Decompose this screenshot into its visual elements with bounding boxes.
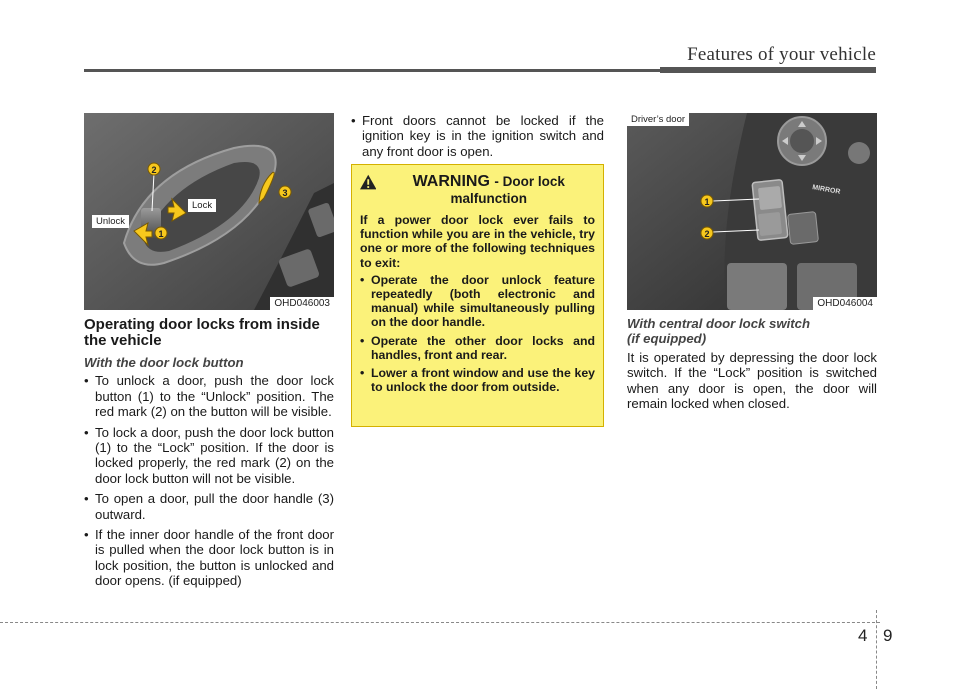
subtitle-door-lock-button: With the door lock button	[84, 355, 244, 370]
warning-triangle-icon	[360, 174, 376, 190]
warning-item: • Lower a front window and use the key to unlock the door from outside.	[360, 366, 595, 394]
footer-divider	[876, 610, 877, 689]
list-item: • To lock a door, push the door lock button (1) to the “Lock” position. If the door is locked properly, the red mark (2) on the door lock button will not be visible.	[84, 425, 334, 487]
middle-column	[351, 113, 604, 164]
warning-body	[360, 213, 595, 394]
central-door-lock-switch-photo	[627, 113, 877, 310]
list-item: • If the inner door handle of the front door is pulled when the door lock button is in lock position, the button is unlocked and door opens. (if equipped)	[84, 527, 334, 589]
running-header: Features of your vehicle	[687, 44, 876, 65]
central-switch-body: It is operated by depressing the door lock switch. If the “Lock” position is switched when any door is open, the door will remain locked when closed.	[627, 349, 877, 412]
callout-2: 2	[151, 165, 157, 175]
figure-code-right: OHD046004	[813, 297, 877, 310]
footer-rule	[0, 622, 880, 623]
warning-item: • Operate the other door locks and handles, front and rear.	[360, 334, 595, 362]
callout-3: 3	[282, 188, 288, 198]
callout-2: 2	[704, 229, 710, 239]
mirror-text: MIRROR	[811, 184, 841, 196]
figure-code-left: OHD046003	[270, 297, 334, 310]
page-number: 9	[883, 626, 893, 645]
left-column	[84, 317, 334, 594]
warning-box	[351, 164, 604, 427]
subtitle-line-2: (if equipped)	[627, 331, 707, 347]
warning-item: • Operate the door unlock feature repeatedly (both electronic and manual) while simultaneously pulling on the door handle.	[360, 273, 595, 330]
warning-header	[360, 173, 595, 207]
warning-title-main: WARNING	[412, 173, 490, 190]
callout-1: 1	[158, 229, 164, 239]
subtitle-line-1: With central door lock switch	[627, 316, 811, 331]
warning-title-sub: - Door lock malfunction	[450, 174, 565, 206]
right-column	[627, 316, 877, 411]
warning-title	[382, 173, 595, 207]
callout-1: 1	[704, 197, 710, 207]
chapter-number: 4	[858, 626, 868, 645]
label-drivers-door: Driver’s door	[627, 113, 689, 126]
list-item: • To open a door, pull the door handle (3) outward.	[84, 491, 334, 522]
switch-panel-illustration	[627, 113, 877, 310]
list-item: • Front doors cannot be locked if the ignition key is in the ignition switch and any front door is open.	[351, 113, 604, 159]
label-lock: Lock	[188, 199, 216, 212]
list-item: • To unlock a door, push the door lock button (1) to the “Unlock” position. The red mark (2) on the button will be visible.	[84, 373, 334, 419]
label-unlock: Unlock	[92, 215, 129, 228]
door-lock-button-list	[84, 373, 334, 588]
warning-intro: If a power door lock ever fails to function while you are in the vehicle, try one or more of the following techniques to exit:	[360, 213, 595, 270]
header-rule-accent	[660, 67, 876, 73]
subtitle-central-switch	[627, 316, 877, 347]
door-lock-button-photo	[84, 113, 334, 310]
section-title: Operating door locks from inside the vehicle	[84, 316, 320, 349]
